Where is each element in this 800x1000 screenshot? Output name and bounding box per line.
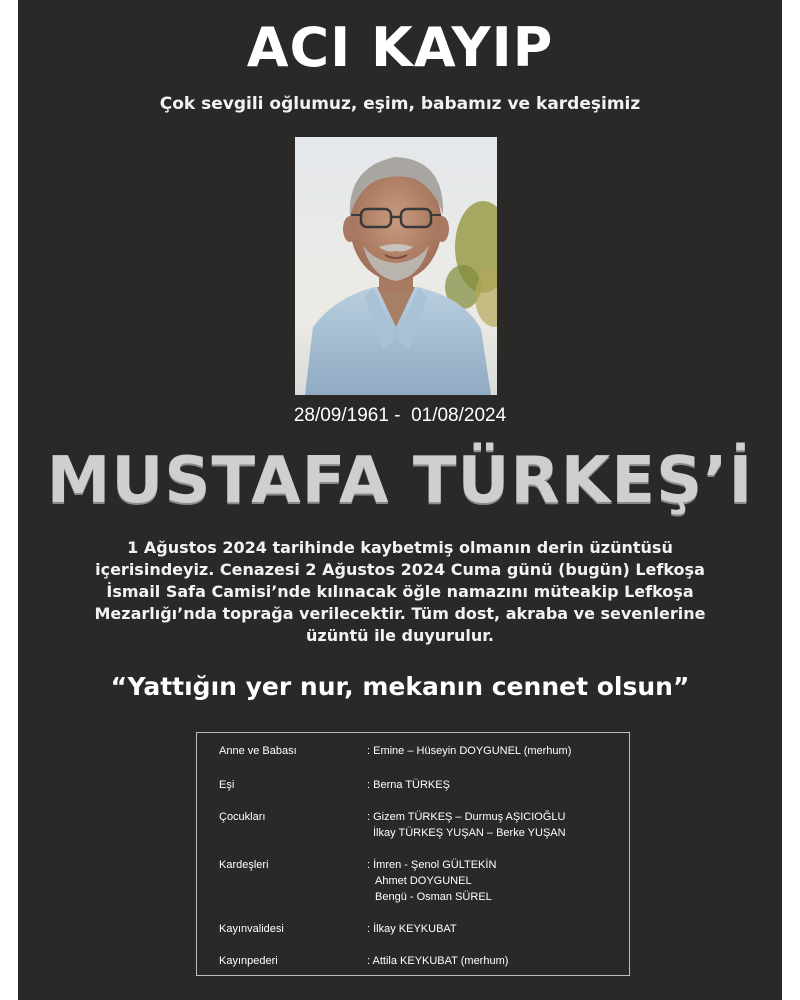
family-value: Bengü - Osman SÜREL — [375, 891, 492, 903]
deceased-name: MUSTAFA TÜRKEŞ’İ — [46, 444, 754, 518]
prayer-quote: “Yattığın yer nur, mekanın cennet olsun” — [110, 672, 690, 701]
family-label: Eşi — [219, 779, 235, 791]
family-box — [196, 732, 630, 976]
family-values — [367, 857, 627, 905]
announcement-line: üzüntü ile duyurulur. — [306, 626, 494, 645]
family-value: : İmren - Şenol GÜLTEKİN — [367, 859, 497, 871]
family-value: İlkay TÜRKEŞ YUŞAN – Berke YUŞAN — [373, 827, 566, 839]
subtitle: Çok sevgili oğlumuz, eşim, babamız ve kardeşimiz — [159, 94, 641, 114]
announcement-line: 1 Ağustos 2024 tarihinde kaybetmiş olmanın derin üzüntüsü — [127, 538, 673, 557]
announcement-line: Mezarlığı’nda toprağa verilecektir. Tüm dost, akraba ve sevenlerine — [94, 604, 706, 623]
family-values — [367, 809, 627, 841]
family-value: : İlkay KEYKUBAT — [367, 923, 457, 935]
family-label: Kardeşleri — [219, 859, 269, 871]
page-title: ACI KAYIP — [246, 16, 554, 79]
birth-death-dates: 28/09/1961 - 01/08/2024 — [293, 405, 507, 426]
family-value: Ahmet DOYGUNEL — [375, 875, 472, 887]
family-values — [367, 777, 627, 793]
family-values — [367, 953, 627, 969]
portrait-illustration — [295, 137, 497, 395]
portrait-photo — [295, 137, 497, 395]
family-values — [367, 921, 627, 937]
family-value: : Emine – Hüseyin DOYGUNEL (merhum) — [367, 745, 572, 757]
family-label: Kayınvalidesi — [219, 923, 284, 935]
family-value: : Berna TÜRKEŞ — [367, 779, 450, 791]
family-label: Kayınpederi — [219, 955, 278, 967]
family-value: : Gizem TÜRKEŞ – Durmuş AŞICIOĞLU — [367, 811, 566, 823]
obituary-card — [18, 0, 782, 1000]
announcement-line: İsmail Safa Camisi’nde kılınacak öğle namazını müteakip Lefkoşa — [106, 582, 694, 601]
family-values — [367, 743, 627, 759]
family-label: Anne ve Babası — [219, 745, 297, 757]
family-value: : Attila KEYKUBAT (merhum) — [367, 955, 509, 967]
family-label: Çocukları — [219, 811, 266, 823]
announcement-line: içerisindeyiz. Cenazesi 2 Ağustos 2024 Cuma günü (bugün) Lefkoşa — [95, 560, 705, 579]
announcement-text — [88, 537, 712, 647]
